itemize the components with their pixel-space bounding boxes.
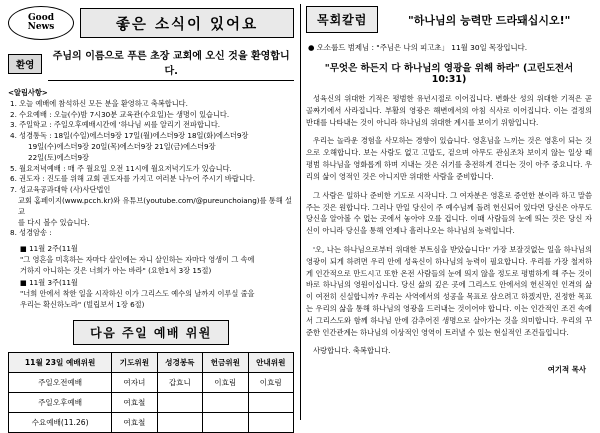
notice-item: 22일(토)에스더9장 (28, 152, 89, 162)
left-column (0, 0, 300, 428)
sermon-body (306, 93, 592, 357)
cell-reading: 갑효니 (157, 373, 202, 393)
sermon-closing: 사랑합니다. 축복합니다. (313, 346, 391, 356)
cell-offering (203, 393, 248, 413)
cell-offering (203, 413, 248, 433)
notice-item: 6. 권도자 : 진도를 위해 교회 권도자를 가지고 여러분 나누어 주시기 바랍니다. (10, 174, 255, 184)
table-row (9, 413, 294, 433)
left-title: 좋은 소식이 있어요 (80, 8, 294, 38)
memory-verse-week1: ■ 11월 2주(11월 (20, 244, 78, 254)
cell-reading (157, 413, 202, 433)
notice-item: 3. 주일학교 : 주일오후예배시간에 '하나님 씨를 알리기 전파합니다. (10, 120, 221, 130)
sermon-paragraph: 그 사람은 일하나 준비한 기도로 시작니다. 그 여자분은 영혼로 증언한 분이라 하고 말씀 주는 것은 원합니다. 그러나 만일 당신이 주 예수님께 돌려 헌신되어 있다면 당신은 아무도 당신을 알아볼 수 없는 곳에서 놓아야 오를 겁니다. 이때 사람들의 눈에 띄는 것은 당신 자신이 아니라 당신을 통해 언제나 흘러나오는 하나님의 능력입니다. (306, 190, 592, 236)
scripture-bullet: ● 오소룹드 범제님 : "주님은 나의 피고초」 11월 30일 목장입니다. (308, 43, 528, 52)
sermon-paragraph: '오, 나는 하나님으로부터 위대한 부트심을 받았습니다!' 가장 보잘것없는 일을 하나님의 영광이 되게 하려면 우리 안에 성육신이 하나님의 능력이 필요합니다. 우리를 가장 철저하게 인간적으로 만드시고 또한 온전 사람들의 눈에 띄지 않을 정도로 평범하게 해 주는 것이 바로 하나님의 영원이십니다. 당신 삶의 깊은 곳에 그리스도 안에서의 헌신적인 인격의 삶이 여전히 신실합니까? 우리는 사역에서의 성공을 목표로 삼으려고 하겠지만, 진정한 목표는 우리의 삶을 통해 하나님의 영광을 드러내는 것이어야 합니다. 이는 인간적인 조건 속에서 그리스도와 함께 하나님 안에 감추어진 생명으로 살아가는 것을 의미합니다. 우리의 꾸준한 인간관계는 하나님의 이상적인 영역이 트러낼 수 있는 현실적인 조건들입니다. (306, 244, 592, 337)
notice-item: 교회 홈페이지(www.pcch.kr)와 유튜브(youtube.com/@pureunchoiang)를 통해 설교 (18, 195, 292, 216)
cell-usher: 이효림 (248, 373, 294, 393)
cell-prayer: 여효철 (112, 413, 157, 433)
cell-reading (157, 393, 202, 413)
left-header (8, 6, 294, 40)
table-row (9, 393, 294, 413)
committee-title-wrap (8, 320, 294, 345)
sermon-title: "하나님의 능력만 드라돼십시오!" (408, 13, 571, 27)
memory-verse-text1: "그 영혼을 미혹하는 자마다 살인에는 자니 살인하는 자마다 영생이 그 속에 (20, 255, 255, 265)
col-header-offering: 헌금위원 (203, 353, 248, 373)
notice-item: 4. 성경통독 : 18일(수일)에스더9장 17일(월)에스더9장 18일(화)에스더9장 (10, 131, 249, 141)
cell-prayer: 여자녀 (112, 373, 157, 393)
memory-verse-week2: ■ 11월 3주(11월 (20, 277, 78, 287)
notice-item: 를 다시 볼수 있습니다. (18, 217, 90, 227)
right-column (300, 0, 600, 424)
notice-item: 7. 성교육공과대학 (사)사단법인 (10, 185, 111, 195)
welcome-row (8, 47, 294, 81)
memory-verse-block (8, 243, 294, 310)
col-header-prayer: 기도위원 (112, 353, 157, 373)
committee-title: 다음 주일 예배 위원 (73, 320, 229, 345)
cell-service: 주일오후예배 (9, 393, 112, 413)
memory-verse-text2: 거하지 아니하는 것은 너희가 아는 바라" (요한1서 3장 15절) (20, 266, 212, 276)
notice-item: 5. 월요저녁예배 : 매 주 월요일 오전 11시에 월요저녁기도가 있습니다. (10, 163, 232, 173)
sermon-paragraph: 성육신의 위대한 기적은 평범한 유년시절로 이어집니다. 변화산 성의 위대한 기적은 곧 골짜기에서 사라집니다. 부활의 영광은 해변에서의 아침 식사로 이어집니다. 이는 결정의 반대를 나타내는 것이 아니라 하나님의 위대한 계시를 보이기 위함입니다. (306, 94, 592, 127)
notice-item: 2. 수요예배 : 오늘(수)밤 7시30분 교육관(수요일)는 생명이 있습니다. (10, 109, 230, 119)
sermon-tag: 목회칼럼 (306, 6, 378, 33)
cell-service: 주일오전예배 (9, 373, 112, 393)
table-row (9, 373, 294, 393)
sermon-key-verse: "무엇은 하든지 다 하나님의 영광을 위해 하라" (고린도전서 10:31) (324, 63, 574, 85)
good-news-line2: News (27, 22, 55, 32)
right-header (306, 6, 592, 33)
col-header-usher: 안내위원 (248, 353, 294, 373)
cell-service: 수요예배(11.26) (9, 413, 112, 433)
committee-table (8, 352, 294, 433)
welcome-badge: 환영 (8, 54, 42, 74)
good-news-logo (8, 6, 74, 40)
col-header-date: 11월 23일 예배위원 (9, 353, 112, 373)
memory-verse-text4: 우리는 확신하노라" (빌립보서 1장 6절) (20, 299, 145, 309)
welcome-text: 주님의 이름으로 푸른 초장 교회에 오신 것을 환영합니다. (48, 47, 294, 81)
memory-verse-text3: "너희 안에서 착한 일을 시작하신 이가 그리스도 예수의 날까지 이루실 줄을 (20, 288, 255, 298)
notice-list (8, 88, 294, 239)
sermon-paragraph: 우리는 놀라운 경험을 사모하는 경향이 있습니다. 영혼님을 느끼는 것은 영혼이 되는 것으로 오해합니다. 보는 사람도 없고 고맙도, 겉으며 아무도 관심조차 보이지 않는 일상 때 평범 하나님을 영화롭게 하며 지내는 것은 쉬기를 충전하게 견디는 것이 아주 중요니다. 우리의 삶이 영적인 것은 아니지만 위대한 사람을 준비합니다. (306, 136, 592, 181)
notice-item: 1. 오늘 예배에 참석하신 모든 분을 환영하고 축복합니다. (10, 98, 188, 108)
notice-item: 19일(수)에스더9장 20일(목)에스더9장 21일(금)에스더9장 (28, 141, 216, 151)
cell-offering: 이효림 (203, 373, 248, 393)
col-header-reading: 성경봉독 (157, 353, 202, 373)
sermon-signature: 여기적 목사 (547, 365, 586, 375)
good-news-line1: Good (28, 12, 54, 23)
cell-usher (248, 413, 294, 433)
notice-item: 8. 성경암송 : (10, 228, 52, 238)
notice-heading: <알림사항> (8, 88, 48, 97)
cell-prayer: 여효철 (112, 393, 157, 413)
table-header-row (9, 353, 294, 373)
cell-usher (248, 393, 294, 413)
